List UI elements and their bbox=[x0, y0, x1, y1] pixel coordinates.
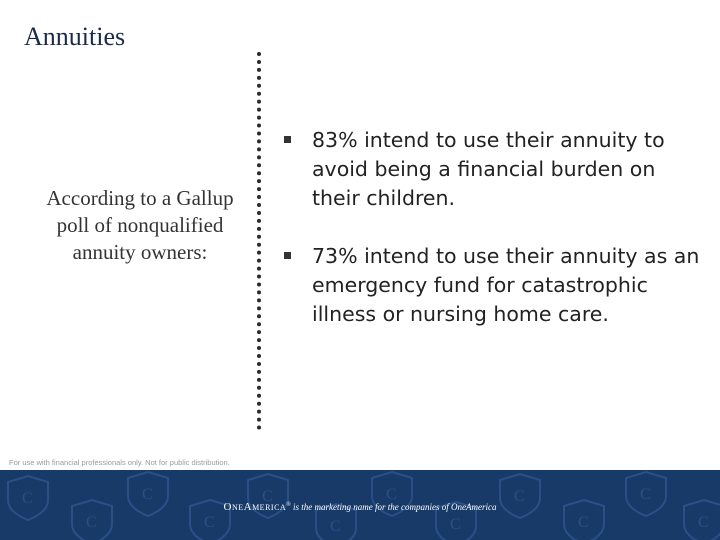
bullet-item bbox=[284, 126, 704, 213]
brand-logo: OneAmerica bbox=[223, 501, 287, 513]
svg-text:C: C bbox=[22, 490, 33, 507]
bullet-text: 73% intend to use their annuity as an emergency fund for catastrophic illness or nursing home care. bbox=[312, 244, 700, 326]
disclaimer-text: For use with financial professionals only. Not for public distribution. bbox=[9, 458, 230, 467]
svg-text:C: C bbox=[698, 514, 709, 531]
svg-text:C: C bbox=[640, 486, 651, 503]
bullet-text: 83% intend to use their annuity to avoid being a financial burden on their children. bbox=[312, 128, 665, 210]
intro-text: According to a Gallup poll of nonqualified annuity owners: bbox=[46, 186, 234, 264]
bullet-list bbox=[284, 126, 704, 358]
svg-text:C: C bbox=[86, 514, 97, 531]
brand-tagline: is the marketing name for the companies of OneAmerica bbox=[290, 502, 497, 512]
square-bullet-icon bbox=[284, 136, 291, 143]
bullet-item bbox=[284, 242, 704, 329]
svg-text:C: C bbox=[262, 488, 273, 505]
footer-band bbox=[0, 470, 720, 540]
svg-text:C: C bbox=[330, 518, 341, 535]
registered-mark: ® bbox=[286, 502, 291, 508]
square-bullet-icon bbox=[284, 252, 291, 259]
svg-text:C: C bbox=[142, 486, 153, 503]
svg-text:C: C bbox=[386, 486, 397, 503]
footer-brand-line bbox=[0, 501, 720, 513]
slide-title: Annuities bbox=[24, 22, 126, 51]
dotted-divider bbox=[257, 52, 261, 430]
svg-text:C: C bbox=[514, 488, 525, 505]
svg-text:C: C bbox=[204, 514, 215, 531]
svg-text:C: C bbox=[450, 516, 461, 533]
svg-text:C: C bbox=[578, 514, 589, 531]
